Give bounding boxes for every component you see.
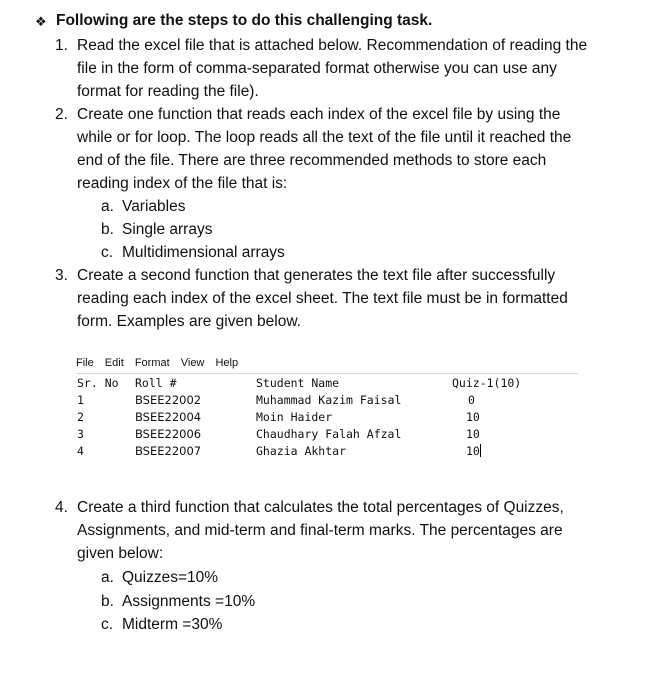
heading: Following are the steps to do this challenging task. bbox=[56, 12, 433, 29]
sub-item-text: Variables bbox=[122, 198, 186, 215]
cell-name: Chaudhary Falah Afzal bbox=[256, 427, 402, 441]
notepad-menubar bbox=[76, 355, 246, 371]
sub-item-text: Assignments =10% bbox=[122, 593, 256, 610]
step-number: 1. bbox=[55, 37, 68, 54]
menu-help[interactable]: Help bbox=[215, 357, 239, 369]
step-text-line: reading each index of the excel sheet. The text file must be in formatted bbox=[77, 290, 568, 307]
step-text-line: given below: bbox=[77, 545, 164, 562]
cell-sr: 2 bbox=[77, 410, 84, 424]
cell-name: Muhammad Kazim Faisal bbox=[256, 393, 402, 407]
column-header: Sr. No bbox=[77, 376, 119, 390]
step-number: 3. bbox=[55, 267, 68, 284]
menu-format[interactable]: Format bbox=[134, 357, 170, 369]
step-text-line: format for reading the file). bbox=[77, 83, 259, 100]
sub-item-text: Quizzes=10% bbox=[122, 569, 219, 586]
cell-roll: BSEE22004 bbox=[135, 410, 202, 424]
notepad-snippet bbox=[76, 355, 578, 465]
sub-letter: b. bbox=[101, 221, 114, 238]
diamond-bullet-icon: ❖ bbox=[35, 14, 47, 29]
sub-item-text: Single arrays bbox=[122, 221, 213, 238]
step-text-line: Create a second function that generates the text file after successfully bbox=[77, 267, 556, 284]
cell-roll: BSEE22002 bbox=[135, 393, 202, 407]
cell-roll: BSEE22007 bbox=[135, 444, 202, 458]
sub-letter: a. bbox=[101, 198, 114, 215]
cell-name: Moin Haider bbox=[256, 410, 333, 424]
menu-edit[interactable]: Edit bbox=[104, 357, 124, 369]
column-header: Student Name bbox=[256, 376, 340, 390]
cell-quiz-with-caret bbox=[466, 443, 481, 460]
step-text-line: form. Examples are given below. bbox=[77, 313, 301, 330]
sub-letter: c. bbox=[101, 616, 114, 633]
cell-quiz: 10 bbox=[466, 410, 480, 424]
column-header: Roll # bbox=[135, 376, 177, 390]
sub-letter: c. bbox=[101, 244, 114, 261]
step-number: 4. bbox=[55, 499, 68, 516]
sub-item-text: Multidimensional arrays bbox=[122, 244, 285, 261]
cell-quiz: 0 bbox=[468, 393, 475, 407]
cell-sr: 4 bbox=[77, 444, 84, 458]
step-text-line: Assignments, and mid-term and final-term marks. The percentages are bbox=[77, 522, 563, 539]
step-text-line: Read the excel file that is attached below. Recommendation of reading the bbox=[77, 37, 588, 54]
divider bbox=[76, 373, 578, 374]
step-text-line: reading index of the file that is: bbox=[77, 175, 288, 192]
sub-item-text: Midterm =30% bbox=[122, 616, 223, 633]
step-text-line: Create one function that reads each index of the excel file by using the bbox=[77, 106, 561, 123]
step-text-line: file in the form of comma-separated format otherwise you can use any bbox=[77, 60, 557, 77]
cell-sr: 3 bbox=[77, 427, 84, 441]
menu-view[interactable]: View bbox=[180, 357, 205, 369]
menu-file[interactable]: File bbox=[76, 357, 94, 369]
column-header: Quiz-1(10) bbox=[452, 376, 522, 390]
cell-quiz: 10 bbox=[466, 444, 480, 458]
cell-name: Ghazia Akhtar bbox=[256, 444, 347, 458]
cell-roll: BSEE22006 bbox=[135, 427, 202, 441]
cell-quiz: 10 bbox=[466, 427, 480, 441]
step-text-line: while or for loop. The loop reads all the text of the file until it reached the bbox=[77, 129, 572, 146]
step-number: 2. bbox=[55, 106, 68, 123]
cell-sr: 1 bbox=[77, 393, 84, 407]
text-caret bbox=[480, 444, 481, 457]
step-text-line: Create a third function that calculates the total percentages of Quizzes, bbox=[77, 499, 564, 516]
step-text-line: end of the file. There are three recommended methods to store each bbox=[77, 152, 547, 169]
sub-letter: b. bbox=[101, 593, 114, 610]
sub-letter: a. bbox=[101, 569, 114, 586]
